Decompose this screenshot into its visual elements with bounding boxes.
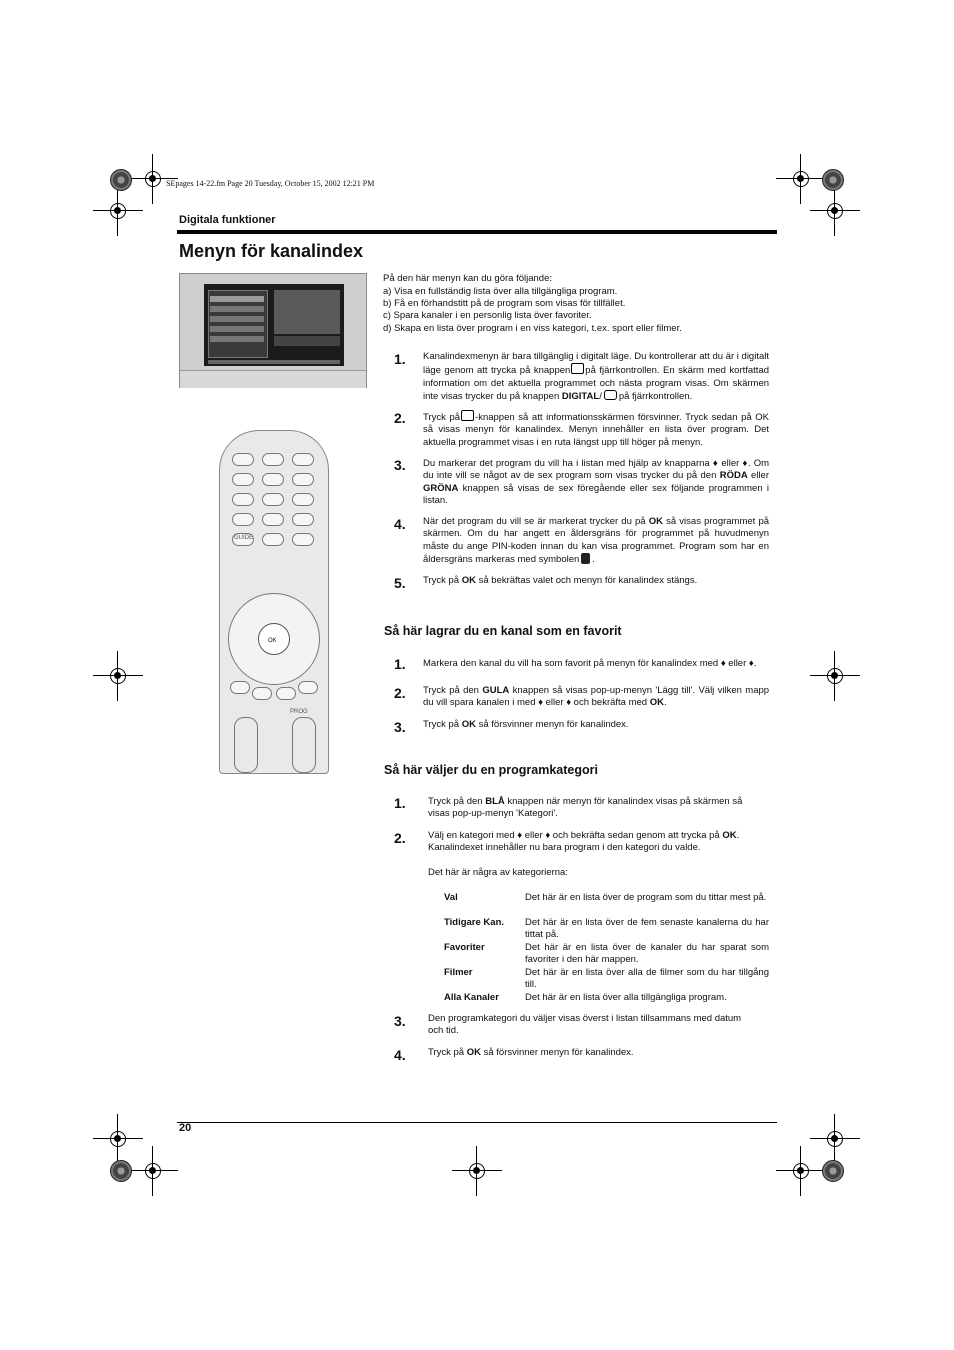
- file-header: SEpages 14-22.fm Page 20 Tuesday, October 15, 2002 12:21 PM: [166, 179, 375, 188]
- color-disc-mark: [822, 1160, 844, 1182]
- color-disc-mark: [110, 169, 132, 191]
- step-text: Tryck på OK så försvinner menyn för kanalindex.: [423, 719, 629, 730]
- lock-icon: [581, 553, 590, 564]
- category-term: Filmer: [444, 967, 473, 978]
- intro-item: b) Få en förhandstitt på de program som visas för tillfället.: [383, 298, 626, 309]
- intro-item: d) Skapa en lista över program i en viss kategori, t.ex. sport eller filmer.: [383, 323, 682, 334]
- section-label: Digitala funktioner: [179, 214, 276, 226]
- category-term: Val: [444, 892, 458, 903]
- header-rule: [177, 230, 777, 234]
- info-button-icon: [571, 363, 584, 374]
- category-term: Tidigare Kan.: [444, 917, 505, 928]
- color-disc-mark: [822, 169, 844, 191]
- color-disc-mark: [110, 1160, 132, 1182]
- registration-mark: [820, 196, 850, 226]
- digital-button-icon: [604, 390, 617, 400]
- registration-mark: [786, 1156, 816, 1186]
- category-definition: Det här är en lista över de kanaler du har sparat som favoriter i den här mappen.: [525, 942, 769, 966]
- step-number: 1.: [394, 351, 406, 367]
- step-text: Välj en kategori med ♦ eller ♦ och bekräfta sedan genom att trycka på OK. Kanalindexet innehåller nu bara program i den kategori du valde.: [428, 830, 740, 854]
- tv-menu-image: [179, 273, 367, 388]
- registration-mark: [462, 1156, 492, 1186]
- step-text: Tryck på OK så försvinner menyn för kanalindex.: [428, 1047, 634, 1058]
- registration-mark: [103, 661, 133, 691]
- step-number: 2.: [394, 685, 406, 701]
- page-number: 20: [179, 1122, 192, 1134]
- category-definition: Det här är en lista över de fem senaste kanalerna du har tittat på.: [525, 917, 769, 941]
- section-heading: Så här väljer du en programkategori: [384, 763, 598, 777]
- registration-mark: [103, 196, 133, 226]
- step-text: Markera den kanal du vill ha som favorit på menyn för kanalindex med ♦ eller ♦.: [423, 658, 757, 669]
- ok-label: OK: [268, 638, 277, 644]
- intro-item: a) Visa en fullständig lista över alla tillgängliga program.: [383, 286, 618, 297]
- registration-mark: [103, 1124, 133, 1154]
- footer-rule: [177, 1122, 777, 1123]
- step-text: När det program du vill se är markerat trycker du på OK så visas programmet på skärmen. Om du har angett en åldersgräns för programmet på huvudmenyn måste du ange PIN-koden innan du kan visa programmet. Program som har en åldersgräns markeras med symbolen .: [423, 516, 770, 566]
- category-definition: Det här är en lista över de program som du tittar mest på.: [525, 892, 767, 903]
- step-text: Tryck på -knappen så att informationsskärmen försvinner. Tryck sedan på OK så visas menyn för kanalindex. Menyn innehåller en lista över program. Det aktuella programmet visas i en ruta längst upp till höger på menyn.: [423, 412, 769, 448]
- remote-control-image: [219, 430, 329, 774]
- step-text: Den programkategori du väljer visas överst i listan tillsammans med datum och tid.: [428, 1013, 742, 1037]
- step-text: Tryck på OK så bekräftas valet och menyn för kanalindex stängs.: [423, 575, 698, 586]
- info-button-icon: [461, 410, 474, 421]
- guide-label: GUIDE: [234, 535, 254, 541]
- step-number: 3.: [394, 719, 406, 735]
- step-number: 1.: [394, 656, 406, 672]
- registration-mark: [138, 1156, 168, 1186]
- step-text: Kanalindexmenyn är bara tillgänglig i digitalt läge. Du kontrollerar att du är i digitalt läge genom att trycka på knappen på fjärrkontrollen. En skärm med kortfattad information om det aktuella programmet och nästa program visas. Om skärmen inte visas trycker du på knappen DIGITAL/ på fjärrkontrollen.: [423, 351, 770, 403]
- step-number: 5.: [394, 575, 406, 591]
- tv-stand: [180, 370, 366, 388]
- registration-mark: [786, 164, 816, 194]
- category-definition: Det här är en lista över alla tillgängliga program.: [525, 992, 727, 1003]
- step-number: 3.: [394, 1013, 406, 1029]
- step-number: 1.: [394, 795, 406, 811]
- step-number: 4.: [394, 1047, 406, 1063]
- prog-label: PROG: [290, 709, 308, 715]
- registration-mark: [820, 661, 850, 691]
- page-title: Menyn för kanalindex: [179, 241, 364, 261]
- intro-item: c) Spara kanaler i en personlig lista över favoriter.: [383, 310, 592, 321]
- tv-screen: [204, 284, 344, 366]
- step-number: 3.: [394, 457, 406, 473]
- step-text: Tryck på den GULA knappen så visas pop-up-menyn 'Lägg till'. Välj vilken mapp du vill spara kanalen i med ♦ eller ♦ och bekräfta med OK.: [423, 685, 770, 709]
- category-term: Favoriter: [444, 942, 485, 953]
- category-definition: Det här är en lista över alla de filmer som du har tillgång till.: [525, 967, 769, 991]
- step-number: 2.: [394, 830, 406, 846]
- category-term: Alla Kanaler: [444, 992, 499, 1003]
- intro-lead: På den här menyn kan du göra följande:: [383, 273, 553, 284]
- registration-mark: [138, 164, 168, 194]
- category-intro: Det här är några av kategorierna:: [428, 867, 568, 878]
- step-number: 4.: [394, 516, 406, 532]
- registration-mark: [820, 1124, 850, 1154]
- section-heading: Så här lagrar du en kanal som en favorit: [384, 624, 622, 638]
- step-number: 2.: [394, 410, 406, 426]
- step-text: Du markerar det program du vill ha i listan med hjälp av knapparna ♦ eller ♦. Om du inte vill se något av de sex program som visas trycker du på den RÖDA eller GRÖNA knappen så visas de sex föregående eller sex följande programmen i listan.: [423, 458, 770, 507]
- step-text: Tryck på den BLÅ knappen när menyn för kanalindex visas på skärmen så visas pop-up-menyn 'Kategori'.: [428, 796, 743, 820]
